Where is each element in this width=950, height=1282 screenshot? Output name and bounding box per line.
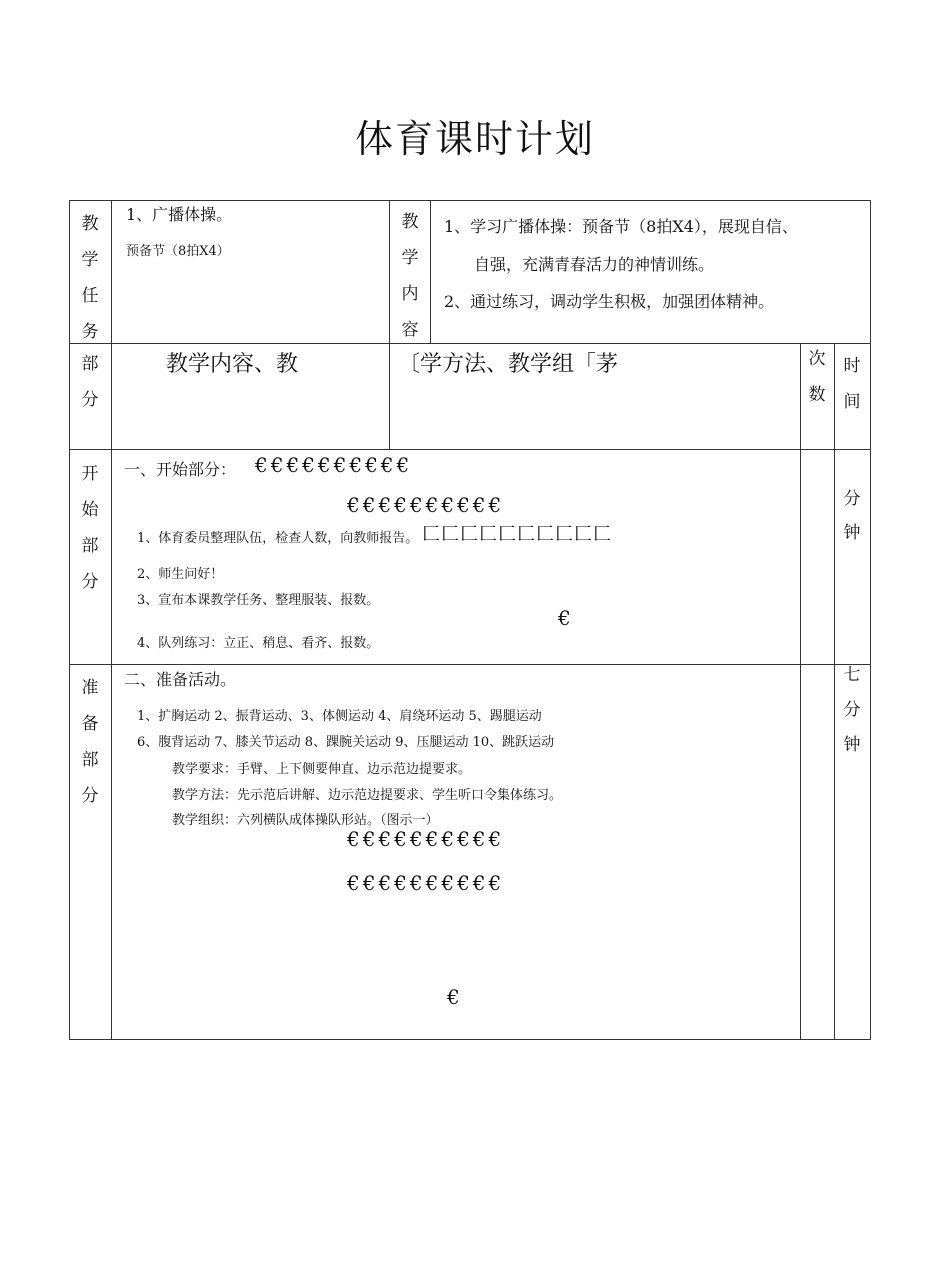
table-border-right bbox=[870, 200, 871, 1040]
times-label: 次 数 bbox=[808, 349, 826, 405]
header-content-a: 教学内容、教 bbox=[166, 352, 299, 377]
col-divider-middle bbox=[389, 200, 390, 450]
formation-row: €€€€€€€€€€ bbox=[347, 871, 505, 895]
task-sub: 预备节（8拍X4） bbox=[126, 244, 230, 259]
prep-part-label: 准 备 部 分 bbox=[81, 678, 99, 806]
start-item-4: 4、队列练习：立正、稍息、看齐、报数。 bbox=[137, 636, 380, 651]
content-item-2: 2、通过练习，调动学生积极，加强团体精神。 bbox=[444, 292, 775, 311]
start-item-3: 3、宣布本课教学任务、整理服装、报数。 bbox=[137, 593, 380, 608]
table-border-left bbox=[69, 200, 70, 1040]
teaching-task-label: 教 学 任 务 bbox=[81, 214, 99, 342]
formation-row: €€€€€€€€€€ bbox=[255, 453, 413, 477]
start-item-1: 1、体育委员整理队伍，检查人数，向教师报告。 bbox=[137, 531, 419, 546]
start-heading: 一、开始部分： bbox=[124, 460, 237, 479]
table-border-top bbox=[69, 200, 871, 201]
teacher-position: € bbox=[558, 606, 574, 630]
content-item-1-cont: 自强，充满青春活力的神情训练。 bbox=[474, 255, 715, 274]
row-divider bbox=[69, 664, 871, 665]
prep-time: 七 分 钟 bbox=[843, 665, 861, 755]
formation-boxes: 匚匚匚匚匚匚匚匚匚匚 bbox=[422, 524, 612, 545]
formation-row: €€€€€€€€€€ bbox=[347, 827, 505, 851]
content-item-1: 1、学习广播体操：预备节（8拍X4），展现自信、 bbox=[444, 217, 798, 236]
table-border-bottom bbox=[69, 1039, 871, 1040]
prep-requirement: 教学要求：手臂、上下侧要伸直、边示范边提要求。 bbox=[172, 762, 472, 777]
row-divider bbox=[69, 449, 871, 450]
prep-exercises-2: 6、腹背运动 7、膝关节运动 8、踝腕关运动 9、压腿运动 10、跳跃运动 bbox=[137, 735, 555, 750]
teaching-content-label: 教 学 内 容 bbox=[401, 212, 419, 340]
col-divider-content bbox=[430, 200, 431, 344]
prep-organization: 教学组织：六列横队成体操队形站。（图示一） bbox=[172, 813, 439, 828]
teacher-position: € bbox=[447, 985, 463, 1009]
formation-row: €€€€€€€€€€ bbox=[347, 493, 505, 517]
part-label: 部 分 bbox=[81, 354, 99, 410]
prep-exercises-1: 1、扩胸运动 2、振背运动、3、体侧运动 4、肩绕环运动 5、踢腿运动 bbox=[137, 709, 542, 724]
prep-method: 教学方法：先示范后讲解、边示范边提要求、学生听口令集体练习。 bbox=[172, 788, 563, 803]
start-item-2: 2、师生问好！ bbox=[137, 567, 224, 582]
col-divider-times bbox=[800, 343, 801, 1040]
start-time: 分 钟 bbox=[843, 489, 861, 543]
header-content-b: 〔学方法、教学组「茅 bbox=[398, 352, 619, 377]
start-part-label: 开 始 部 分 bbox=[81, 464, 99, 592]
task-main: 1、广播体操。 bbox=[126, 205, 233, 224]
row-divider bbox=[69, 343, 871, 344]
time-label: 时 间 bbox=[843, 356, 861, 412]
col-divider-label bbox=[111, 200, 112, 1040]
prep-heading: 二、准备活动。 bbox=[124, 670, 237, 689]
page-title: 体育课时计划 bbox=[354, 117, 595, 161]
